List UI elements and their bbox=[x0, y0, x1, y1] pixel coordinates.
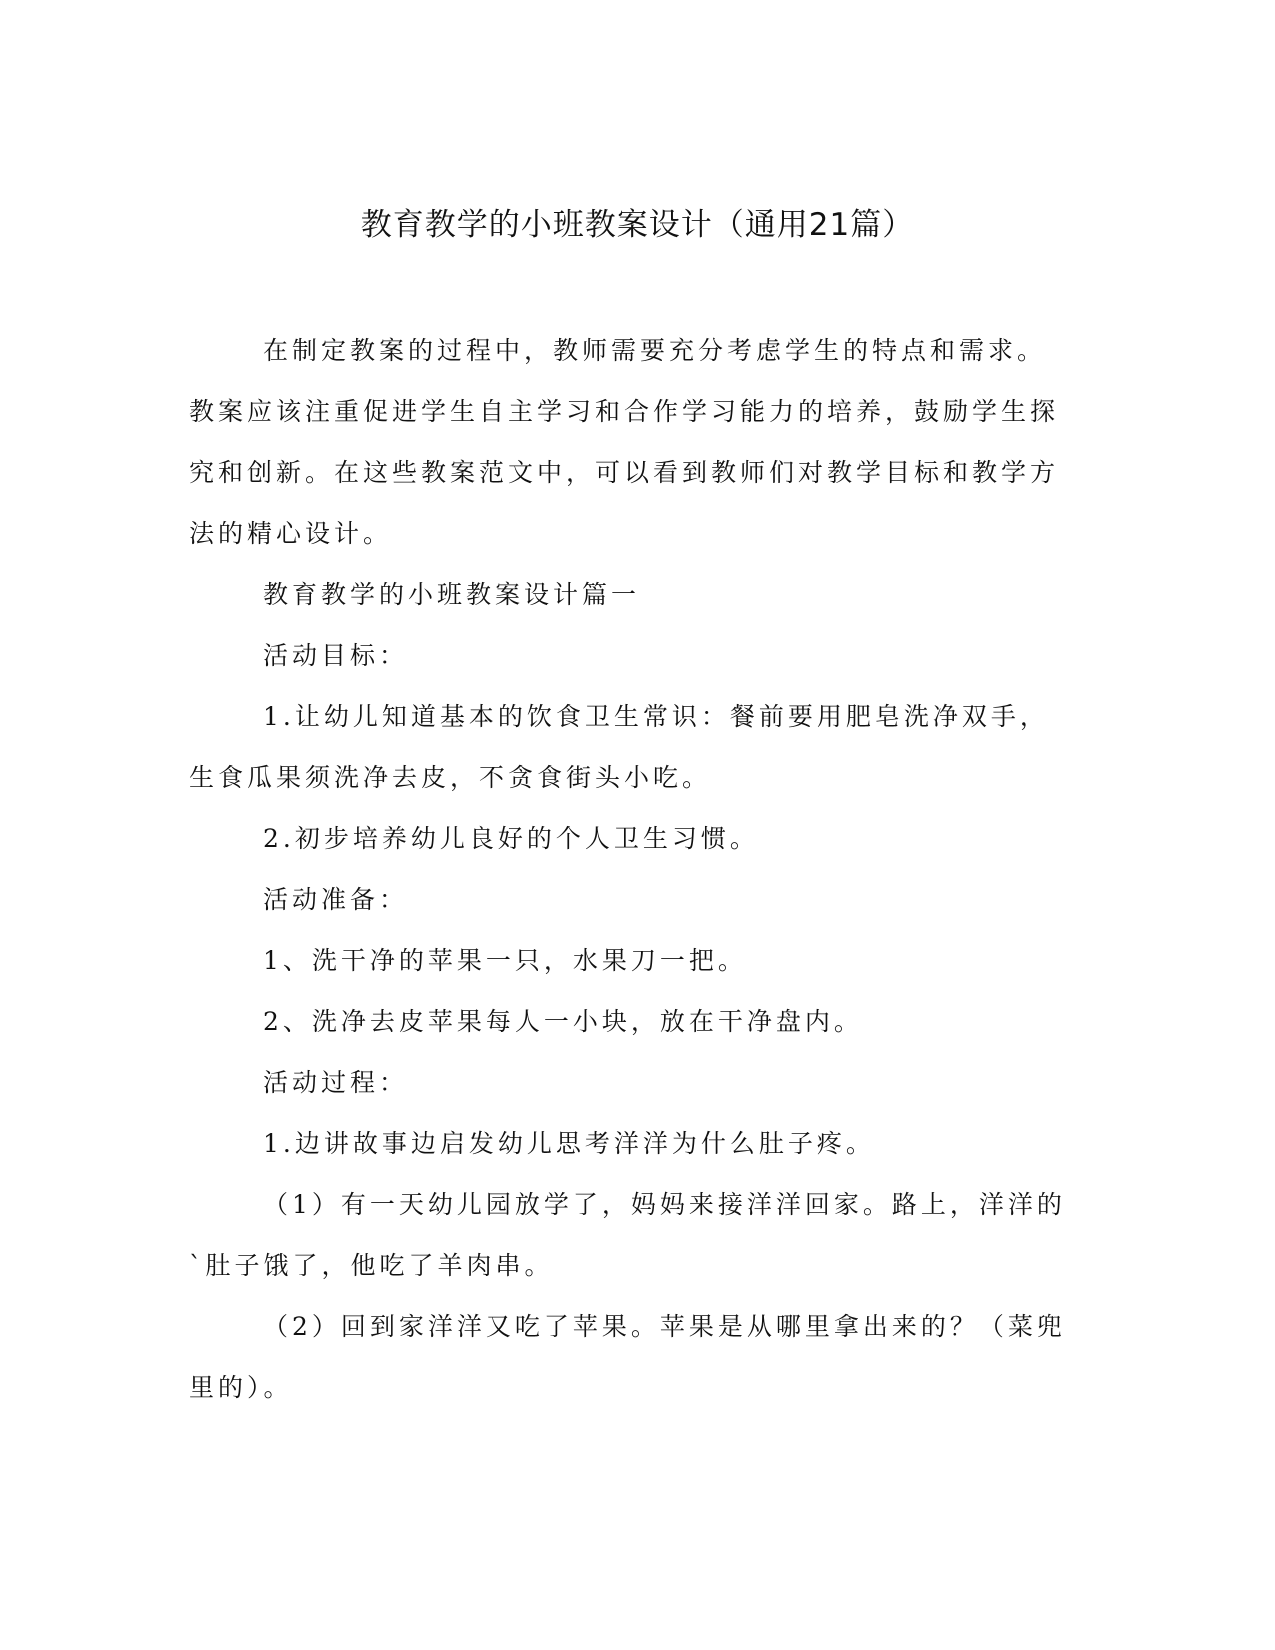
goal-item: 2.初步培养幼儿良好的个人卫生习惯。 bbox=[263, 824, 759, 853]
section-heading: 教育教学的小班教案设计篇一 bbox=[263, 580, 641, 609]
goal-item: 1.让幼儿知道基本的饮食卫生常识：餐前要用肥皂洗净双手，生食瓜果须洗净去皮，不贪食街头小吃。 bbox=[189, 702, 1049, 792]
page-title: 教育教学的小班教案设计（通用21篇） bbox=[360, 207, 915, 243]
activity-preparation-heading: 活动准备： bbox=[263, 885, 409, 914]
process-item: 1.边讲故事边启发幼儿思考洋洋为什么肚子疼。 bbox=[263, 1129, 875, 1158]
process-item: （1）有一天幼儿园放学了，妈妈来接洋洋回家。路上，洋洋的`肚子饿了，他吃了羊肉串。 bbox=[189, 1190, 1066, 1280]
activity-goals-heading: 活动目标： bbox=[263, 641, 409, 670]
document-body bbox=[189, 320, 1069, 1418]
activity-process-heading: 活动过程： bbox=[263, 1068, 409, 1097]
preparation-item: 2、洗净去皮苹果每人一小块，放在干净盘内。 bbox=[263, 1007, 863, 1036]
preparation-item: 1、洗干净的苹果一只，水果刀一把。 bbox=[263, 946, 747, 975]
intro-paragraph: 在制定教案的过程中，教师需要充分考虑学生的特点和需求。教案应该注重促进学生自主学习和合作学习能力的培养，鼓励学生探究和创新。在这些教案范文中，可以看到教师们对教学目标和教学方法的精心设计。 bbox=[189, 336, 1060, 548]
process-item: （2）回到家洋洋又吃了苹果。苹果是从哪里拿出来的？（菜兜里的）。 bbox=[189, 1312, 1066, 1402]
